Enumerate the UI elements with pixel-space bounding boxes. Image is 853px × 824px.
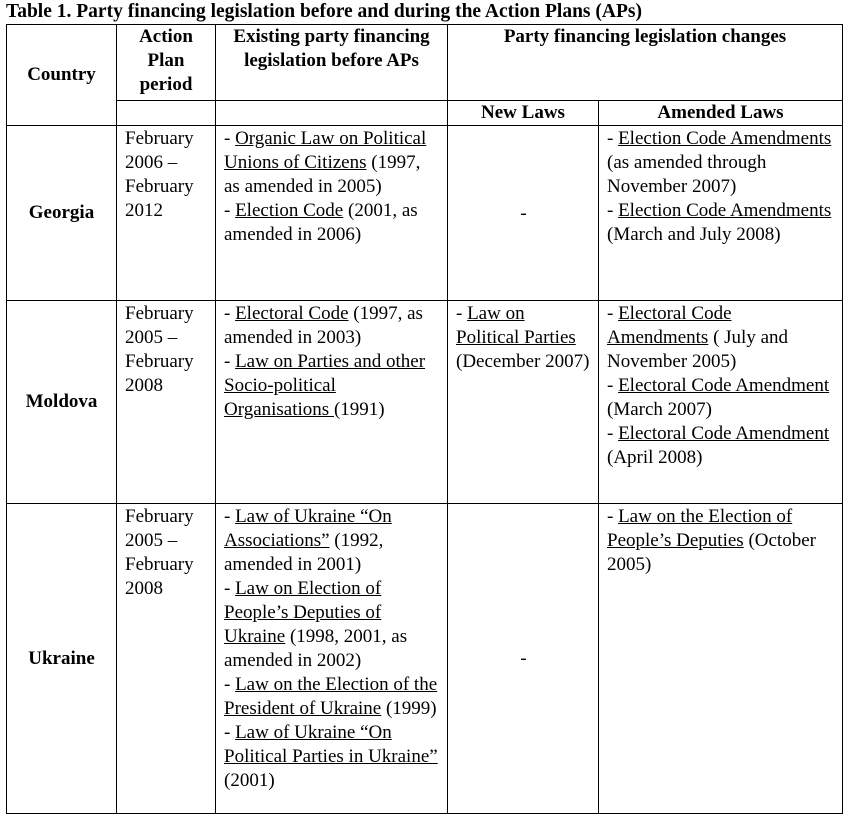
law-link[interactable]: Electoral Code Amendment <box>618 375 830 396</box>
entry-suffix: (March and July 2008) <box>607 224 781 245</box>
period-line: February <box>125 554 194 575</box>
law-link[interactable]: Law of Ukraine “On Political Parties in Ukraine” <box>224 722 438 767</box>
law-link[interactable]: Election Code <box>235 200 344 221</box>
law-link[interactable]: Electoral Code Amendment <box>618 423 830 444</box>
law-entry <box>224 302 440 350</box>
entry-suffix: (1997, as amended in 2005) <box>224 152 421 197</box>
existing-laws-cell <box>216 301 448 504</box>
entry-suffix: (March 2007) <box>607 399 712 420</box>
entry-suffix: (2001) <box>224 770 275 791</box>
period-line: 2012 <box>125 200 163 221</box>
subheader-row <box>7 101 843 126</box>
period-cell <box>117 301 216 504</box>
entry-prefix: - <box>607 506 619 527</box>
entry-prefix: - <box>224 303 236 324</box>
amended-laws-cell <box>599 301 843 504</box>
entry-suffix: (April 2008) <box>607 447 703 468</box>
header-new-laws: New Laws <box>448 101 599 126</box>
country-cell: Georgia <box>7 126 117 301</box>
new-laws-cell: - <box>448 126 599 301</box>
law-link[interactable]: Electoral Code Amendments <box>607 303 732 348</box>
entry-prefix: - <box>224 674 236 695</box>
period-cell <box>117 126 216 301</box>
header-amended-laws: Amended Laws <box>599 101 843 126</box>
period-line: 2008 <box>125 578 163 599</box>
period-cell <box>117 504 216 814</box>
period-line: February <box>125 351 194 372</box>
entry-suffix: (1992, amended in 2001) <box>224 530 384 575</box>
country-cell: Moldova <box>7 301 117 504</box>
law-entry <box>607 422 835 470</box>
law-link[interactable]: Law on Parties and other Socio-political Organisations <box>224 351 426 420</box>
table-row <box>7 504 843 814</box>
law-link[interactable]: Law on Political Parties <box>456 303 576 348</box>
law-entry <box>607 302 835 374</box>
entry-suffix: ( July and November 2005) <box>607 327 789 372</box>
law-entry <box>224 350 440 422</box>
header-changes: Party financing legislation changes <box>448 25 843 101</box>
empty-cell <box>216 101 448 126</box>
table-caption: Table 1. Party financing legislation before and during the Action Plans (APs) <box>6 1 642 22</box>
period-line: 2005 – <box>125 327 178 348</box>
entry-prefix: - <box>224 128 236 149</box>
header-period-line: period <box>139 74 193 95</box>
period-line: February <box>125 303 194 324</box>
entry-suffix: (as amended through November 2007) <box>607 152 767 197</box>
period-line: February <box>125 506 194 527</box>
table-row <box>7 301 843 504</box>
header-period-line: Action <box>139 26 193 47</box>
entry-suffix: (October 2005) <box>607 530 816 575</box>
existing-laws-cell <box>216 126 448 301</box>
new-laws-cell: - <box>448 504 599 814</box>
entry-suffix: (2001, as amended in 2006) <box>224 200 418 245</box>
existing-laws-cell <box>216 504 448 814</box>
entry-prefix: - <box>607 303 619 324</box>
law-link[interactable]: Law of Ukraine “On Associations” <box>224 506 392 551</box>
entry-prefix: - <box>224 506 236 527</box>
table-row <box>7 126 843 301</box>
entry-suffix: (1998, 2001, as amended in 2002) <box>224 626 408 671</box>
law-link[interactable]: Law on Election of People’s Deputies of Ukraine <box>224 578 382 647</box>
law-entry <box>607 505 835 577</box>
new-laws-cell <box>448 301 599 504</box>
entry-prefix: - <box>224 578 236 599</box>
country-cell: Ukraine <box>7 504 117 814</box>
header-period-line: Plan <box>147 50 185 71</box>
empty-cell <box>117 101 216 126</box>
law-entry <box>607 127 835 199</box>
period-line: 2005 – <box>125 530 178 551</box>
entry-suffix: (1997, as amended in 2003) <box>224 303 423 348</box>
law-entry <box>607 199 835 247</box>
entry-prefix: - <box>607 200 619 221</box>
amended-laws-cell <box>599 504 843 814</box>
entry-suffix: (December 2007) <box>456 351 590 372</box>
law-link[interactable]: Organic Law on Political Unions of Citizens <box>224 128 427 173</box>
period-line: February <box>125 128 194 149</box>
law-link[interactable]: Election Code Amendments <box>618 200 832 221</box>
amended-laws-cell <box>599 126 843 301</box>
period-line: 2006 – <box>125 152 178 173</box>
entry-prefix: - <box>607 375 619 396</box>
legislation-table <box>6 24 843 814</box>
law-link[interactable]: Law on the Election of the President of Ukraine <box>224 674 438 719</box>
entry-prefix: - <box>607 423 619 444</box>
law-link[interactable]: Law on the Election of People’s Deputies <box>607 506 793 551</box>
law-link[interactable]: Election Code Amendments <box>618 128 832 149</box>
header-country: Country <box>7 25 117 126</box>
law-entry <box>224 673 440 721</box>
law-entry <box>224 577 440 673</box>
law-entry <box>607 374 835 422</box>
entry-prefix: - <box>456 303 468 324</box>
law-link[interactable]: Electoral Code <box>235 303 349 324</box>
header-period <box>117 25 216 101</box>
law-entry <box>224 505 440 577</box>
law-entry <box>224 199 440 247</box>
law-entry <box>456 302 591 374</box>
entry-suffix: (1999) <box>381 698 437 719</box>
header-row <box>7 25 843 101</box>
law-entry <box>224 127 440 199</box>
law-entry <box>224 721 440 793</box>
entry-prefix: - <box>224 200 236 221</box>
period-line: February <box>125 176 194 197</box>
header-existing: Existing party financing legislation before APs <box>216 25 448 101</box>
entry-suffix: (1991) <box>333 399 385 420</box>
entry-prefix: - <box>607 128 619 149</box>
entry-prefix: - <box>224 351 236 372</box>
period-line: 2008 <box>125 375 163 396</box>
entry-prefix: - <box>224 722 236 743</box>
